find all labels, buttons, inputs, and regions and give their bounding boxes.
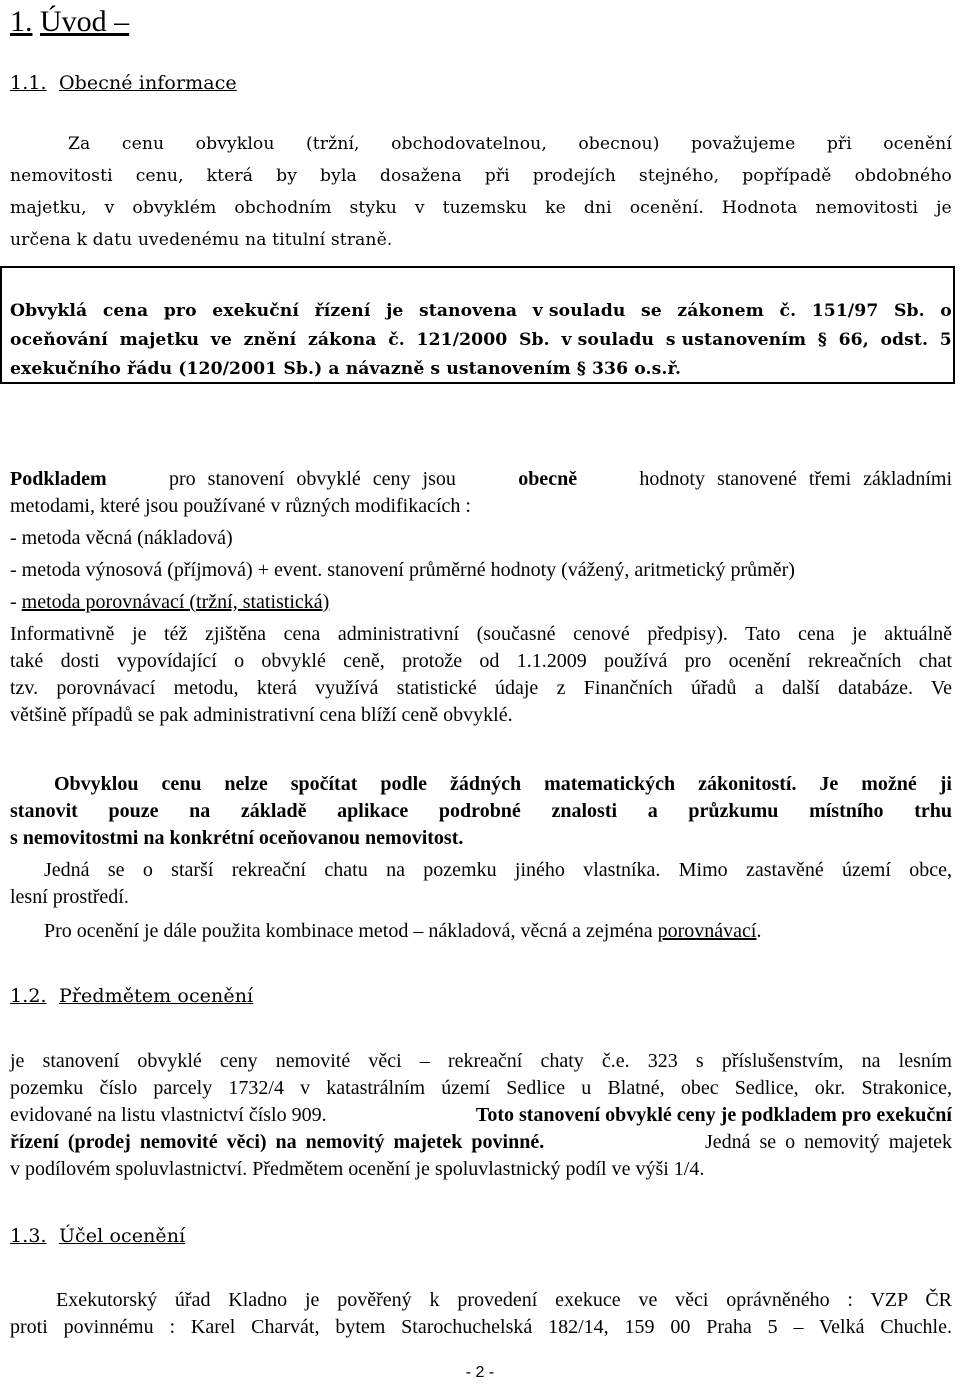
section-1-3-heading bbox=[10, 1225, 185, 1247]
word: ke bbox=[545, 198, 566, 218]
box-line: exekučního řádu (120/2001 Sb.) a návazně s ustanovením § 336 o.s.ř. bbox=[10, 359, 682, 379]
word: považujeme bbox=[690, 134, 796, 154]
subject-paragraph bbox=[10, 1048, 952, 1183]
chapter-heading bbox=[10, 2, 129, 42]
paragraph-line: určena k datu uvedenému na titulní straně. bbox=[10, 230, 393, 250]
word: zákona bbox=[308, 330, 377, 350]
subject-line: v podílovém spoluvlastnictví. Předmětem ocenění je spoluvlastnický podíl ve výši 1/4. bbox=[10, 1158, 705, 1180]
word: v bbox=[104, 198, 115, 218]
purpose-line: proti povinnému : Karel Charvát, bytem Starochuchelská 182/14, 159 00 Praha 5 – Velká Chuchle. bbox=[10, 1316, 952, 1338]
subject-normal: Jedná se o nemovitý majetek bbox=[704, 1131, 952, 1153]
word: prodejích bbox=[532, 166, 616, 186]
box-line bbox=[10, 297, 952, 326]
subject-line: pozemku číslo parcely 1732/4 v katastrálním území Sedlice u Blatné, obec Sedlice, okr. Strakonice, bbox=[10, 1077, 952, 1099]
box-line bbox=[10, 326, 952, 355]
subject-line: je stanovení obvyklé ceny nemovité věci – rekreační chaty č.e. 323 s příslušenstvím, na lesním bbox=[10, 1050, 952, 1072]
page-number: - 2 - bbox=[465, 1364, 495, 1381]
basis-bold-b: obecně bbox=[518, 468, 578, 490]
market-price-paragraph bbox=[10, 128, 952, 256]
word: Obvyklá bbox=[10, 301, 88, 321]
note-bold bbox=[10, 771, 952, 852]
section-title: Účel ocenění bbox=[58, 1225, 186, 1247]
word: v souladu bbox=[532, 301, 626, 321]
word: majetku bbox=[119, 330, 200, 350]
basis-bold-a: Podkladem bbox=[10, 468, 107, 490]
word: je bbox=[936, 198, 952, 218]
word: nemovitosti bbox=[10, 166, 113, 186]
word: exekuční bbox=[212, 301, 300, 321]
section-number: 1.3. bbox=[10, 1225, 47, 1247]
legal-basis-text bbox=[10, 297, 952, 384]
word: by bbox=[276, 166, 298, 186]
word: dosažena bbox=[379, 166, 462, 186]
word: v bbox=[414, 198, 425, 218]
word: byla bbox=[320, 166, 357, 186]
word: Sb. bbox=[519, 330, 550, 350]
word: nemovitosti bbox=[815, 198, 919, 218]
word: styku bbox=[349, 198, 397, 218]
paragraph-line bbox=[10, 128, 952, 160]
word: při bbox=[826, 134, 852, 154]
basis-line-2: metodami, které jsou používané v různých modifikacích : bbox=[10, 495, 471, 517]
subject-bold: řízení (prodej nemovité věci) na nemovitý majetek povinné. bbox=[10, 1131, 545, 1153]
subject-line bbox=[10, 1129, 952, 1156]
word: dni bbox=[583, 198, 612, 218]
subject-normal: evidované na listu vlastnictví číslo 909. bbox=[10, 1104, 327, 1126]
word: řízení bbox=[314, 301, 371, 321]
section-1-1-heading bbox=[10, 72, 237, 94]
purpose-paragraph bbox=[10, 1287, 952, 1341]
word: odst. bbox=[880, 330, 929, 350]
section-number: 1.1. bbox=[10, 72, 47, 94]
word: 5 bbox=[939, 330, 952, 350]
word: tuzemsku bbox=[442, 198, 528, 218]
combo-suffix: . bbox=[756, 920, 762, 942]
section-number: 1.2. bbox=[10, 985, 47, 1007]
word: se bbox=[640, 301, 662, 321]
basis-block bbox=[10, 466, 952, 729]
word: 151/97 bbox=[811, 301, 879, 321]
word: s ustanovením bbox=[665, 330, 807, 350]
info-line: také dosti vypovídající o obvyklé ceně, protože od 1.1.2009 používá pro ocenění rekreačních chat bbox=[10, 650, 952, 672]
combination-line bbox=[44, 918, 762, 945]
word: ve bbox=[210, 330, 232, 350]
word: obchodním bbox=[234, 198, 332, 218]
method-comparative-label: metoda porovnávací (tržní, statistická) bbox=[21, 591, 330, 613]
word: 66, bbox=[838, 330, 869, 350]
paragraph-line bbox=[10, 192, 952, 224]
word: ocenění. bbox=[629, 198, 704, 218]
word: Hodnota bbox=[721, 198, 798, 218]
word: která bbox=[206, 166, 254, 186]
word: stanovena bbox=[419, 301, 518, 321]
word: majetku, bbox=[10, 198, 87, 218]
word: obchodovatelnou, bbox=[391, 134, 547, 154]
word: o bbox=[940, 301, 952, 321]
word: znění bbox=[243, 330, 297, 350]
chata-line: lesní prostředí. bbox=[10, 886, 129, 908]
chata-description bbox=[10, 857, 952, 911]
paragraph-line bbox=[10, 160, 952, 192]
chapter-title: Úvod – bbox=[40, 5, 130, 38]
word: Sb. bbox=[893, 301, 925, 321]
word: zákonem bbox=[677, 301, 764, 321]
info-line: Informativně je též zjištěna cena administrativní (současné cenové předpisy). Tato cena je aktuálně bbox=[10, 623, 952, 645]
subject-line bbox=[10, 1102, 952, 1129]
section-1-2-heading bbox=[10, 985, 253, 1007]
note-line: s nemovitostmi na konkrétní oceňovanou nemovitost. bbox=[10, 827, 464, 849]
combo-underlined: porovnávací bbox=[657, 920, 757, 942]
combo-prefix: Pro ocenění je dále použita kombinace metod – nákladová, věcná a zejména bbox=[44, 920, 658, 942]
info-line: tzv. porovnávací metodu, která využívá statistické údaje z Finančních úřadů a další databáze. Ve bbox=[10, 677, 952, 699]
word: Za bbox=[68, 134, 91, 154]
section-title: Předmětem ocenění bbox=[58, 985, 254, 1007]
word: obvyklém bbox=[132, 198, 217, 218]
word: při bbox=[484, 166, 510, 186]
subject-bold: Toto stanovení obvyklé ceny je podkladem pro exekuční bbox=[475, 1104, 952, 1126]
word: č. bbox=[779, 301, 797, 321]
word: 121/2000 bbox=[416, 330, 508, 350]
word: č. bbox=[388, 330, 405, 350]
word: popřípadě bbox=[742, 166, 832, 186]
purpose-line: Exekutorský úřad Kladno je pověřený k provedení exekuce ve věci oprávněného : VZP ČR bbox=[56, 1289, 952, 1311]
basis-line-1 bbox=[10, 466, 952, 493]
method-comparative bbox=[10, 589, 952, 616]
word: (tržní, bbox=[306, 134, 360, 154]
word: obecnou) bbox=[578, 134, 660, 154]
word: pro bbox=[163, 301, 197, 321]
word: obdobného bbox=[854, 166, 952, 186]
section-title: Obecné informace bbox=[58, 72, 237, 94]
method-cost: - metoda věcná (nákladová) bbox=[10, 527, 233, 549]
info-line: většině případů se pak administrativní cena blíží ceně obvyklé. bbox=[10, 704, 513, 726]
word: v souladu bbox=[561, 330, 655, 350]
note-line: Obvyklou cenu nelze spočítat podle žádných matematických zákonitostí. Je možné ji bbox=[54, 773, 952, 795]
chata-line: Jedná se o starší rekreační chatu na pozemku jiného vlastníka. Mimo zastavěné území obce, bbox=[44, 859, 952, 881]
chapter-number: 1. bbox=[10, 5, 33, 38]
note-line: stanovit pouze na základě aplikace podrobné znalosti a průzkumu místního trhu bbox=[10, 800, 952, 822]
info-paragraph bbox=[10, 621, 952, 729]
word: obvyklou bbox=[195, 134, 275, 154]
word: je bbox=[386, 301, 404, 321]
word: cenu, bbox=[135, 166, 184, 186]
word: stejného, bbox=[638, 166, 720, 186]
basis-mid: pro stanovení obvyklé ceny jsou bbox=[169, 468, 456, 490]
word: ocenění bbox=[883, 134, 952, 154]
method-income: - metoda výnosová (příjmová) + event. stanovení průměrné hodnoty (vážený, aritmetický průměr) bbox=[10, 559, 795, 581]
word: oceňování bbox=[10, 330, 108, 350]
method-prefix: - bbox=[10, 591, 22, 613]
basis-end: hodnoty stanovené třemi základními bbox=[639, 468, 952, 490]
word: cenu bbox=[121, 134, 165, 154]
word: cena bbox=[102, 301, 149, 321]
word: § bbox=[817, 330, 827, 350]
